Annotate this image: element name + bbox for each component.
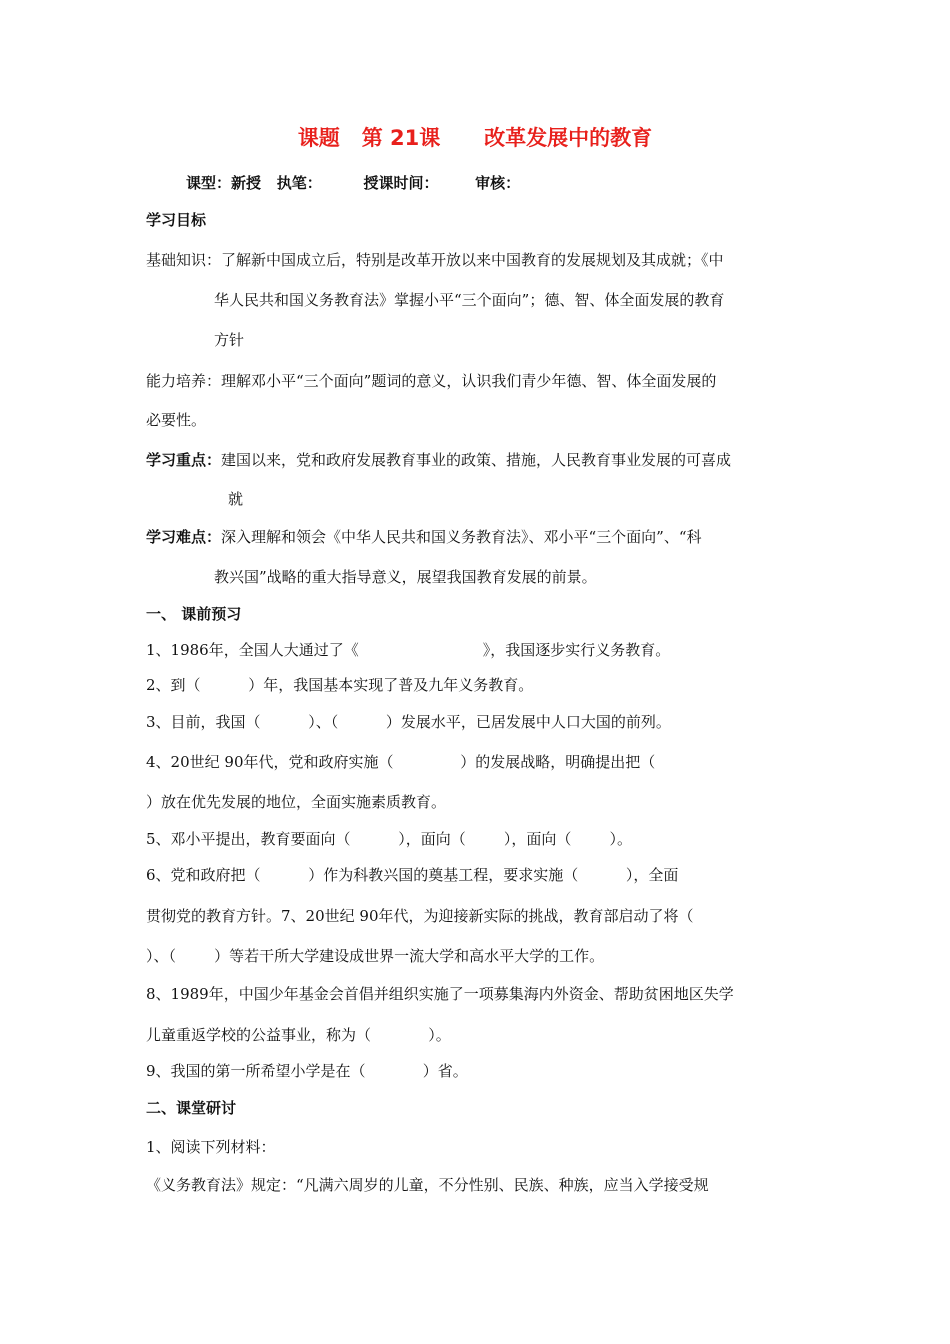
- title-part-2: 第 21课: [361, 126, 441, 150]
- key-point-line-1: [146, 450, 731, 470]
- difficult-point-line-1: [146, 527, 702, 547]
- lesson-meta: [186, 172, 520, 193]
- meta-type: 课型：新授: [186, 174, 262, 192]
- difficult-point-label: 学习难点：: [146, 528, 222, 546]
- discussion-item-1: 1、阅读下列材料：: [146, 1138, 276, 1156]
- title-part-1: 课题: [297, 126, 340, 150]
- basic-knowledge-text-1: 了解新中国成立后，特别是改革开放以来中国教育的发展规划及其成就；《中: [221, 251, 724, 269]
- question-3: 3、目前，我国（ ）、（ ）发展水平，已居发展中人口大国的前列。: [146, 713, 671, 731]
- ability-line-1: [146, 371, 716, 391]
- basic-knowledge-line-2: 华人民共和国义务教育法》掌握小平“三个面向”；德、智、体全面发展的教育: [214, 291, 725, 309]
- meta-time: 授课时间：: [363, 174, 439, 192]
- question-4-line-2: ）放在优先发展的地位，全面实施素质教育。: [146, 793, 447, 811]
- question-4-line-1: 4、20世纪 90年代，党和政府实施（ ）的发展战略，明确提出把（: [146, 753, 656, 771]
- basic-knowledge-line-3: 方针: [214, 331, 245, 349]
- ability-label: 能力培养：: [146, 372, 222, 390]
- question-1: 1、1986年，全国人大通过了《 》，我国逐步实行义务教育。: [146, 641, 671, 659]
- question-8-line-1: 8、1989年，中国少年基金会首倡并组织实施了一项募集海内外资金、帮助贫困地区失学: [146, 985, 734, 1003]
- ability-text-1: 理解邓小平“三个面向”题词的意义，认识我们青少年德、智、体全面发展的: [221, 372, 717, 390]
- key-point-label: 学习重点：: [146, 451, 222, 469]
- title-part-3: 改革发展中的教育: [484, 126, 653, 150]
- preview-heading: 一、 课前预习: [146, 605, 242, 623]
- discussion-heading: 二、课堂研讨: [146, 1099, 237, 1117]
- key-point-line-2: 就: [228, 490, 244, 508]
- difficult-point-line-2: 教兴国”战略的重大指导意义，展望我国教育发展的前景。: [214, 568, 597, 586]
- question-9: 9、我国的第一所希望小学是在（ ）省。: [146, 1062, 468, 1080]
- basic-knowledge-label: 基础知识：: [146, 251, 222, 269]
- basic-knowledge-line-1: [146, 250, 724, 270]
- ability-line-2: 必要性。: [146, 411, 207, 429]
- question-7-line: ）、（ ）等若干所大学建设成世界一流大学和高水平大学的工作。: [146, 947, 605, 965]
- meta-author: 执笔：: [276, 174, 322, 192]
- key-point-text-1: 建国以来，党和政府发展教育事业的政策、措施，人民教育事业发展的可喜成: [221, 451, 732, 469]
- meta-review: 审核：: [475, 174, 521, 192]
- difficult-point-text-1: 深入理解和领会《中华人民共和国义务教育法》、邓小平“三个面向”、“科: [221, 528, 702, 546]
- question-5: 5、邓小平提出，教育要面向（ ），面向（ ），面向（ ）。: [146, 830, 633, 848]
- question-8-line-2: 儿童重返学校的公益事业，称为（ ）。: [146, 1026, 451, 1044]
- discussion-material: 《义务教育法》规定：“凡满六周岁的儿童，不分性别、民族、种族，应当入学接受规: [146, 1176, 709, 1194]
- question-6-line-2: 贯彻党的教育方针。7、20世纪 90年代，为迎接新实际的挑战，教育部启动了将（: [146, 907, 694, 925]
- question-2: 2、到（ ）年，我国基本实现了普及九年义务教育。: [146, 676, 534, 694]
- goals-heading: 学习目标: [146, 211, 207, 229]
- question-6-line-1: 6、党和政府把（ ）作为科教兴国的奠基工程，要求实施（ ），全面: [146, 866, 679, 884]
- lesson-title: [0, 122, 950, 152]
